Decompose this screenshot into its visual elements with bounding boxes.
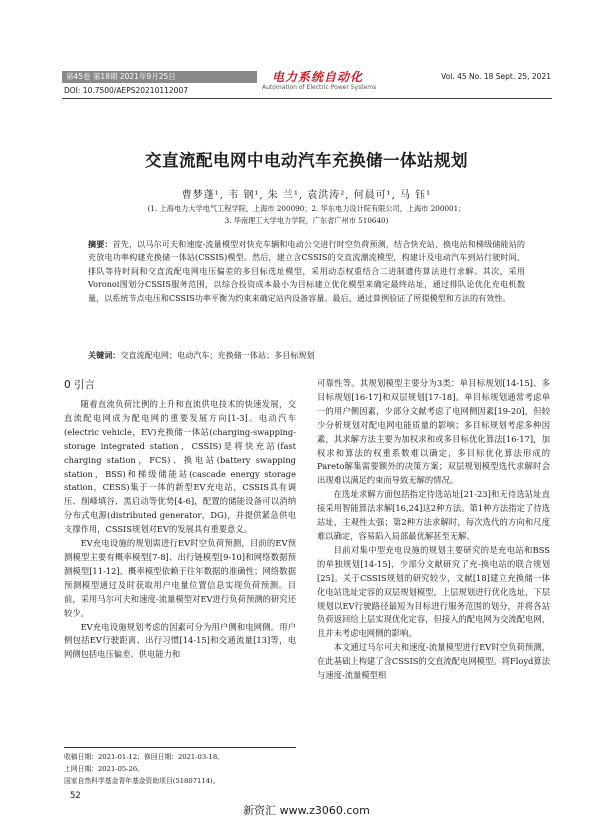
keywords: [88, 349, 525, 361]
paper-title: 交直流配电网中电动汽车充换储一体站规划: [145, 151, 468, 170]
header-rule: [62, 98, 552, 99]
journal-name-cn: 电力系统自动化: [272, 70, 364, 84]
affiliation-line-1: (1. 上海电力大学电气工程学院，上海市 200090；2. 华东电力设计院有限公司，上海市 200001；: [147, 204, 466, 213]
abstract-label: 摘要：: [88, 239, 113, 249]
paragraph: 本文通过马尔可夫和速度-流量模型进行EV时空负荷预测，在此基础上构建了含CSSIS的交直流配电网模型。将Floyd算法与速度-流量模型相: [317, 642, 550, 681]
volume-info: Vol. 45 No. 18 Sept. 25, 2021: [441, 72, 551, 81]
abstract: [88, 238, 525, 305]
authors: 曹梦蓬¹, 韦 钢¹, 朱 兰¹, 袁洪涛², 何晨可¹, 马 钰¹: [181, 190, 432, 201]
journal-name-en: Automation of Electric Power Systems: [262, 84, 377, 91]
paragraph: 可靠性等。其规划模型主要分为3类：单目标规划[14-15]、多目标规划[16-17]和双层规划[17-18]。单目标规划通常考虑单一的用户侧因素，少部分文献考虑了电网侧因素[19-20]，但较少分析规划对配电网电能质量的影响；多目标规划考虑多种因素，其求解方法主要为加权求和或多目标优化算法[16-17]，加权求和算法的权重系数难以确定，多目标优化算法形成的Pareto解集需要额外的决策方案；双层规划模型选代求解时会出现难以满足约束而导致无解的情况。: [317, 378, 550, 486]
issue-bar: [62, 71, 257, 83]
paragraph: 随着直流负荷比例的上升和直流供电技术的快速发展，交直流配电网成为配电网的重要发展方向[1-3]。电动汽车(electric vehicle，EV)充换储一体站(charging-swapping-storage integrated station，CSSIS)是将快充站(fast charging station，FCS)、换电站(battery swapping station，BSS)和梯级储能站(cascade energy storage station，CESS)集于一体的新型EV充电站，CSSIS具有调压、削峰填谷、黑启动等优势[4-6]，配置的储能设备可以消纳分布式电源(distributed generator，DG)，并提供紧急供电支撑作用，CSSIS规划对EV的发展具有重要意义。: [64, 399, 296, 535]
abstract-text: 首先，以马尔可夫和速度-流量模型对快充车辆和电动公交进行时空负荷预测，结合快充站、换电站和梯级储能站的充放电功率构建充换储一体站(CSSIS)模型。然后，建立含CSSIS的交直流潮流模型，构建计及电动汽车到站行驶时间、排队等待时间和交直流配电网电压偏差的多目标选址模型，采用动态权重结合二进制遗传算法进行求解。其次，采用Voronoi图划分CSSIS服务范围，以综合投资成本最小为目标建立优化模型来确定最终站址，通过排队论优化充电机数量，以系统节点电压和CSSIS功率平衡为约束来确定站内设备容量。最后，通过算例验证了所提模型和方法的有效性。: [88, 239, 525, 303]
issue-bar-text: 第45卷 第18期 2021年9月25日: [66, 72, 176, 81]
footnote-received: 收稿日期：2021-01-12；修回日期：2021-03-18。: [64, 753, 224, 761]
footnote-online: 上网日期：2021-05-26。: [64, 765, 144, 773]
keywords-label: 关键词：: [88, 350, 121, 360]
paragraph: EV充电设施的规划需进行EV时空负荷预测，目前的EV预测模型主要有概率模型[7-8]、出行链模型[9-10]和网络数据预测模型[11-12]。概率模型依赖于往年数据的准确性；网络数据预测模型通过及时获取用户电量位置信息实现负荷预测。目前，采用马尔可夫和速度-流量模型对EV进行负荷预测的研究还较少。: [64, 538, 296, 618]
affiliation-line-2: 3. 华南理工大学电力学院，广东省广州市 510640): [224, 216, 389, 225]
footnote-funding: 国家自然科学基金青年基金资助项目(51807114)。: [64, 777, 220, 785]
left-column: [64, 398, 296, 662]
watermark: 新资汇 www.z3060.com: [243, 804, 370, 817]
footnote-rule: [64, 747, 296, 748]
section-heading-introduction: 0 引言: [64, 379, 96, 391]
keywords-text: 交直流配电网；电动汽车；充换储一体站；多目标规划: [120, 350, 315, 360]
doi: DOI: 10.7500/AEPS20210112007: [64, 86, 188, 95]
paragraph: 目前对集中型充电设施的规划主要研究的是充电站和BSS的单独规划[14-15]，少部分文献研究了充-换电站的联合规划[25]。关于CSSIS规划的研究较少，文献[18]建立充换储一体化电站选址定容的双层规划模型，上层规划进行优化选址，下层规划以EV行驶路径最短为目标进行服务范围的划分，并将各站负荷返回给上层实现优化定容，但接入的配电网为交流配电网，且并未考虑电网侧的影响。: [317, 544, 550, 639]
page-number: 52: [70, 791, 81, 801]
paragraph: 在选址求解方面包括指定待选站址[21-23]和无待选站址直接采用智能算法求解[16,24]这2种方法。第1种方法指定了待选站址，主观性太强；第2种方法求解时，每次选代的方向和尺度难以确定，容易陷入局部最优解甚至无解。: [317, 489, 550, 541]
paragraph: EV充电设施规划考虑的因素可分为用户侧和电网侧。用户侧包括EV行驶距离、出行习惯[14-15]和交通流量[13]等，电网侧包括电压偏差、供电能力和: [64, 621, 296, 660]
right-column: [317, 377, 550, 683]
